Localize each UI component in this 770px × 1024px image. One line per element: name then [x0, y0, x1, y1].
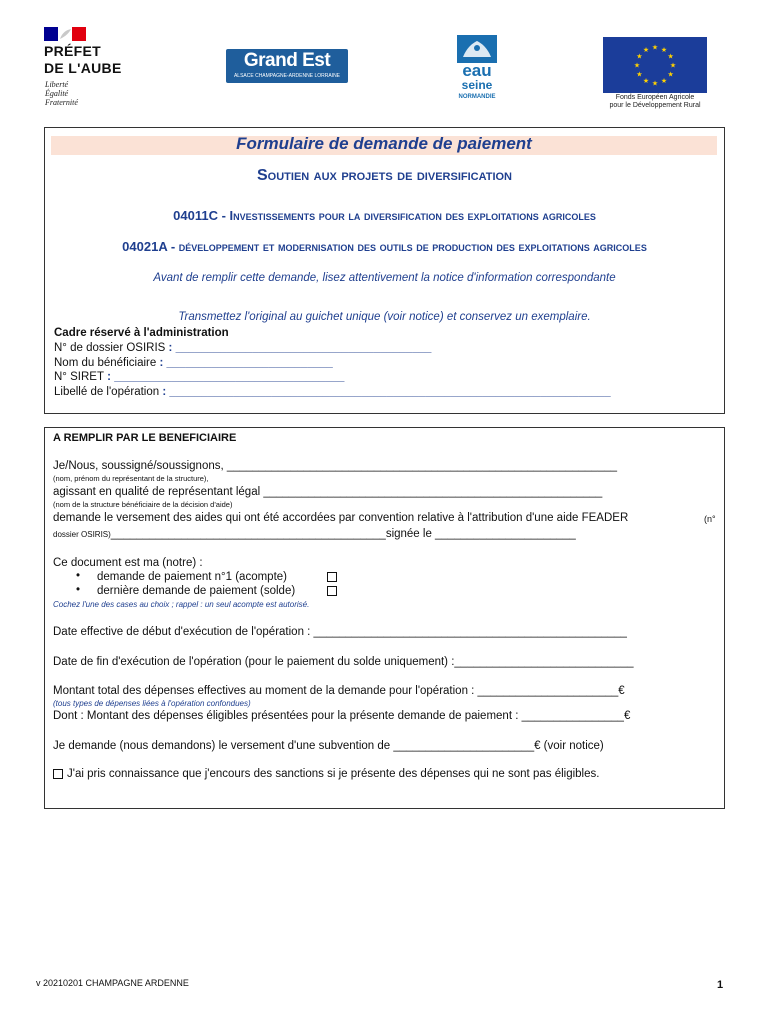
beneficiaire-heading: A REMPLIR PAR LE BENEFICIAIRE [53, 432, 237, 444]
eu-star-icon: ★ [660, 46, 668, 54]
admin-libelle-field[interactable]: Libellé de l'opération : _____________________________________________________________________ [54, 386, 611, 398]
admin-siret-field[interactable]: N° SIRET : ____________________________________ [54, 371, 345, 383]
eau-logo-line3: NORMANDIE [458, 94, 496, 100]
date-debut-field[interactable]: Date effective de début d'exécution de l'opération : _________________________________________________ [53, 626, 627, 638]
montant-total-hint: (tous types de dépenses liées à l'opération confondues) [53, 699, 251, 708]
option-acompte-label: demande de paiement n°1 (acompte) [97, 571, 287, 583]
eu-star-icon: ★ [633, 62, 641, 70]
notice-transmit: Transmettez l'original au guichet unique (voir notice) et conservez un exemplaire. [178, 311, 591, 323]
eau-logo-line1: eau [462, 61, 492, 80]
motto-liberte: Liberté [45, 80, 69, 89]
payment-request-text: demande le versement des aides qui ont été accordées par convention relative à l'attribution d'une aide FEADER [53, 512, 629, 524]
option-acompte-checkbox[interactable] [327, 572, 337, 582]
document-type-intro: Ce document est ma (notre) : [53, 557, 203, 569]
footer-version: v 20210201 CHAMPAGNE ARDENNE [36, 978, 189, 988]
structure-hint: (nom de la structure bénéficiaire de la décision d'aide) [53, 500, 233, 509]
form-title: Formulaire de demande de paiement [236, 134, 532, 153]
measure-04011c: 04011C - Investissements pour la diversification des exploitations agricoles [173, 208, 596, 223]
measure-04021a: 04021A - développement et modernisation des outils de production des exploitations agricoles [122, 239, 647, 254]
admin-dossier-field[interactable]: N° de dossier OSIRIS : ________________________________________ [54, 342, 432, 354]
eau-seine-emblem-icon [457, 35, 497, 63]
grand-est-logo-subtitle: ALSACE CHAMPAGNE-ARDENNE LORRAINE [233, 73, 341, 79]
feader-caption-line2: pour le Développement Rural [609, 102, 701, 109]
eu-star-icon: ★ [651, 44, 659, 52]
legal-rep-field[interactable]: agissant en qualité de représentant légal _____________________________________________________ [53, 486, 603, 498]
admin-heading: Cadre réservé à l'administration [54, 327, 229, 339]
marianne-flag-logo [44, 27, 86, 41]
eu-star-icon: ★ [636, 53, 643, 61]
motto-fraternite: Fraternité [45, 98, 78, 107]
prefet-logo-line2: DE L'AUBE [44, 60, 122, 76]
option-hint: Cochez l'une des cases au choix ; rappel : un seul acompte est autorisé. [53, 600, 310, 609]
option-solde-checkbox[interactable] [327, 586, 337, 596]
eu-star-icon: ★ [636, 71, 643, 79]
feader-caption-line1: Fonds Européen Agricole [615, 94, 695, 101]
montant-eligible-field[interactable]: Dont : Montant des dépenses éligibles présentées pour la présente demande de paiement : ________________€ [53, 710, 631, 722]
page-number: 1 [717, 979, 724, 991]
subvention-field[interactable]: Je demande (nous demandons) le versement d'une subvention de ______________________€ (voir notice) [53, 740, 604, 752]
eu-star-icon: ★ [667, 53, 674, 61]
prefet-logo-line1: PRÉFET [44, 43, 102, 59]
option-solde-label: dernière demande de paiement (solde) [97, 585, 296, 597]
bullet-dot: • [76, 570, 81, 582]
eu-star-icon: ★ [651, 80, 659, 88]
grand-est-logo-title: Grand Est [243, 50, 331, 71]
eu-star-icon: ★ [660, 78, 668, 86]
sanctions-checkbox[interactable] [53, 769, 63, 779]
bullet-dot: • [76, 584, 81, 596]
eau-logo-line2: seine [461, 78, 493, 92]
date-fin-field[interactable]: Date de fin d'exécution de l'opération (pour le paiement du solde uniquement) :____________________________ [53, 656, 634, 668]
montant-total-field[interactable]: Montant total des dépenses effectives au moment de la demande pour l'opération : ______________________€ [53, 685, 625, 697]
signatory-hint: (nom, prénom du représentant de la structure), [53, 474, 209, 483]
eu-flag-logo [603, 37, 707, 93]
osiris-signed-field[interactable]: dossier OSIRIS)___________________________________________signée le ______________________ [53, 528, 576, 540]
eu-star-icon: ★ [642, 78, 650, 86]
eu-star-icon: ★ [667, 71, 674, 79]
eu-star-icon: ★ [669, 62, 677, 70]
eu-star-icon: ★ [642, 46, 650, 54]
form-subtitle: Soutien aux projets de diversification [257, 167, 512, 184]
admin-beneficiaire-field[interactable]: Nom du bénéficiaire : __________________________ [54, 357, 333, 369]
payment-request-tail: (n° [704, 514, 716, 524]
sanctions-text: J'ai pris connaissance que j'encours des sanctions si je présente des dépenses qui ne sont pas éligibles. [67, 768, 600, 780]
motto-egalite: Égalité [45, 89, 69, 98]
signatory-field[interactable]: Je/Nous, soussigné/soussignons, _____________________________________________________________ [53, 460, 618, 472]
notice-read: Avant de remplir cette demande, lisez attentivement la notice d'information correspondante [153, 272, 616, 284]
